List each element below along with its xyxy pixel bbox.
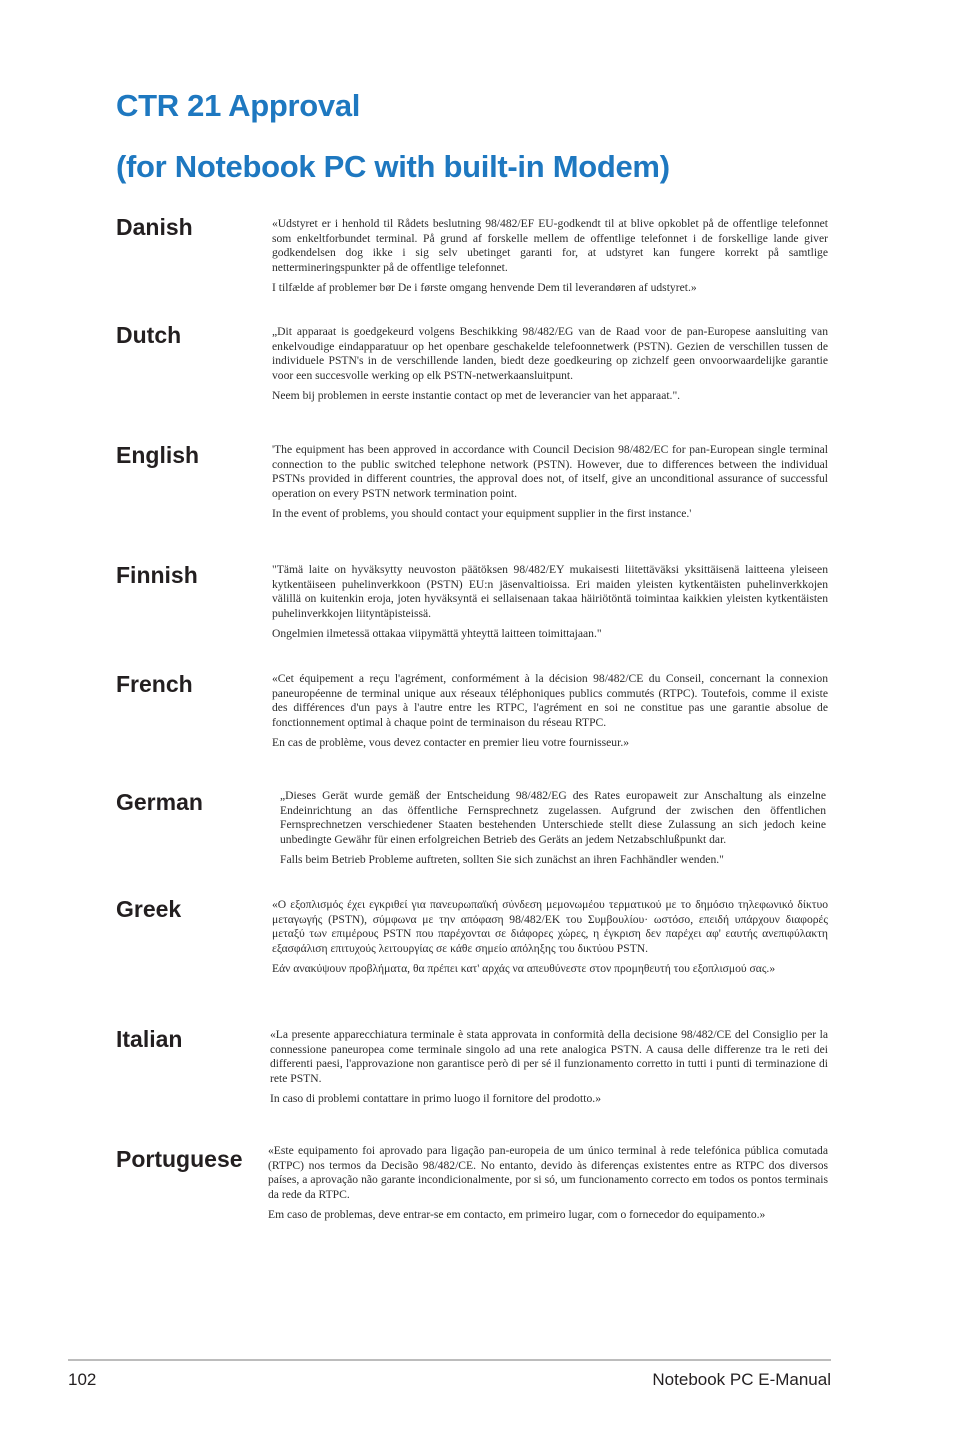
approval-statement	[272, 898, 828, 977]
statement-paragraph: In caso di problemi contattare in primo luogo il fornitore del prodotto.»	[270, 1092, 601, 1106]
page-title: CTR 21 Approval	[116, 88, 361, 123]
approval-statement	[272, 443, 828, 522]
language-label: Greek	[116, 896, 182, 922]
statement-paragraph: Neem bij problemen in eerste instantie contact op met de leverancier van het apparaat.".	[272, 389, 681, 403]
approval-statement	[268, 1144, 828, 1223]
statement-paragraph: Εάν ανακύψουν προβλήματα, θα πρέπει κατ' αρχάς να απευθύνεστε στον προμηθευτή του εξοπλισμού σας.»	[272, 962, 776, 976]
statement-paragraph: En cas de problème, vous devez contacter en premier lieu votre fournisseur.»	[272, 736, 630, 750]
statement-paragraph: «Cet équipement a reçu l'agrément, conformément à la décision 98/482/CE du Conseil, concernant la connexion paneuropéenne de terminal unique aux réseaux téléphoniques publics commutés (RTPC). Toutefois, comme il existe des différences d'un pays à l'autre entre les RTPC, l'agrément en soi ne constitue pas une garantie absolue de fonctionnement optimal à chaque point de terminaison du réseau RTPC.	[272, 672, 828, 729]
page-number: 102	[68, 1370, 97, 1389]
statement-paragraph: Ongelmien ilmetessä ottakaa viipymättä yhteyttä laitteen toimittajaan."	[272, 627, 602, 641]
approval-statement	[272, 325, 828, 404]
statement-paragraph: „Dieses Gerät wurde gemäß der Entscheidung 98/482/EG des Rates europaweit zur Anschaltung als einzelne Endeinrichtung an das öffentliche Fernsprechnetz zugelassen. Aufgrund der zwischen den öffentlichen Fernsprechnetzen verschiedener Staaten bestehenden Unterschiede stellt diese Zulassung an sich jedoch keine unbedingte Gewähr für einen erfolgreichen Betrieb des Geräts an jedem Netzabschlußpunkt dar.	[280, 789, 826, 846]
statement-paragraph: Em caso de problemas, deve entrar-se em contacto, em primeiro lugar, com o fornecedor do equipamento.»	[268, 1208, 766, 1222]
language-label: Italian	[116, 1026, 183, 1052]
language-label: Dutch	[116, 322, 182, 348]
approval-statement	[272, 672, 828, 751]
statement-paragraph: «La presente apparecchiatura terminale è stata approvata in conformità della decisione 98/482/CE del Consiglio per la connessione paneuropea come terminale singolo ad una rete analogica PSTN. A causa delle differenze tra le reti dei differenti paesi, l'approvazione non garantisce però di per sé il funzionamento corretto in tutti i punti di terminazione di rete PSTN.	[270, 1028, 828, 1085]
statement-paragraph: In the event of problems, you should contact your equipment supplier in the first instance.'	[272, 507, 692, 521]
approval-statement	[270, 1028, 828, 1107]
language-label: Danish	[116, 214, 193, 240]
statement-paragraph: I tilfælde af problemer bør De i første omgang henvende Dem til leverandøren af udstyret.»	[272, 281, 697, 295]
language-label: English	[116, 442, 200, 468]
page-subtitle: (for Notebook PC with built-in Modem)	[116, 149, 670, 184]
statement-paragraph: «Ο εξοπλισμός έχει εγκριθεί για πανευρωπαϊκή σύνδεση μεμονωμέου τερματικού με το δημόσιο τηλεφωνικό δίκτυο μεταγωγής (PSTN), σύμφωνα με την απόφαση 98/482/ΕΚ του Συμβουλίου· ωστόσο, επειδή υπάρχουν διαφορές μεταξύ των επιμέρους PSTN που παρέχονται σε διάφορες χώρες, η έγκριση δεν παρέχει αφ' εαυτής ανεπιφύλακτη εξασφάλιση επιτυχούς λειτουργίας σε κάθε σημείο απόληξης του δικτύου PSTN.	[272, 898, 828, 955]
statement-paragraph: «Este equipamento foi aprovado para ligação pan-europeia de um único terminal à rede telefónica pública comutada (RTPC) nos termos da Decisão 98/482/CE. No entanto, devido às diferenças existentes entre as RTPC dos diversos países, a aprovação não garante incondicionalmente, por si só, um funcionamento correcto em todos os pontos terminais da rede da RTPC.	[268, 1144, 828, 1201]
footer-divider	[68, 1359, 831, 1361]
statement-paragraph: „Dit apparaat is goedgekeurd volgens Beschikking 98/482/EG van de Raad voor de pan-Europese aansluiting van enkelvoudige eindapparatuur op het openbare geschakelde telefoonnetwerk (PSTN). Gezien de verschillen tussen de individuele PSTN's in de verschillende landen, biedt deze goedkeuring op zichzelf geen onvoorwaardelijke garantie voor een succesvolle werking op elk PSTN-netwerkaansluitpunt.	[272, 325, 828, 382]
approval-statement	[272, 563, 828, 642]
statement-paragraph: 'The equipment has been approved in accordance with Council Decision 98/482/EC for pan-European single terminal connection to the public switched telephone network (PSTN). However, due to differences between the individual PSTNs provided in different countries, the approval does not, of itself, give an unconditional assurance of successful operation on every PSTN network termination point.	[272, 443, 828, 500]
statement-paragraph: Falls beim Betrieb Probleme auftreten, sollten Sie sich zunächst an ihren Fachhändler wenden."	[280, 853, 724, 867]
approval-statement	[272, 217, 828, 296]
statement-paragraph: "Tämä laite on hyväksytty neuvoston päätöksen 98/482/EY mukaisesti liitettäväksi yksittäisenä laitteena yleiseen kytkentäiseen puhelinverkkoon (PSTN) EU:n jäsenvaltioissa. Eri maiden yleisten kytkentäisten puhelinverkkojen välillä on kuitenkin eroja, joten hyväksyntä ei sellaisenaan takaa häiriötöntä toimintaa kaikkien yleisten kytkentäisten puhelinverkkojen liityntäpisteissä.	[272, 563, 828, 620]
manual-title: Notebook PC E-Manual	[652, 1370, 831, 1389]
language-label: German	[116, 789, 203, 815]
statement-paragraph: «Udstyret er i henhold til Rådets beslutning 98/482/EF EU-godkendt til at blive opkoblet på de offentlige telefonnet som enkeltforbundet terminal. På grund af forskelle mellem de offentlige telefonnet i de forskellige lande giver godkendelsen dog ikke i sig selv ubetinget garanti for, at udstyret kan fungere korrekt på samtlige nettermineringspunkter på de offentlige telefonnet.	[272, 217, 828, 274]
approval-statement	[280, 789, 826, 868]
language-label: Finnish	[116, 562, 198, 588]
language-label: Portuguese	[116, 1146, 243, 1172]
language-label: French	[116, 671, 193, 697]
